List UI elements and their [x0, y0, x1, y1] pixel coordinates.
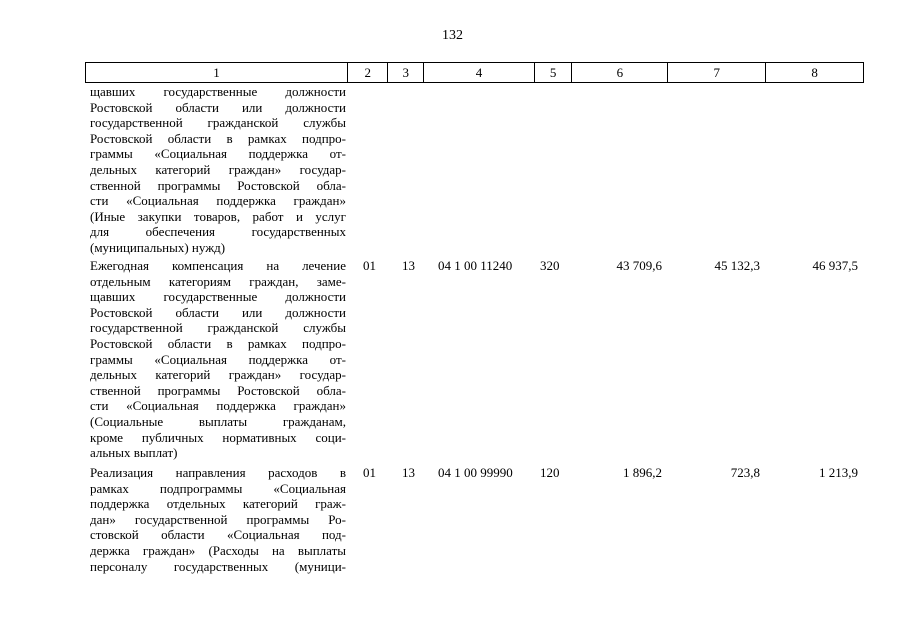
table-header	[85, 62, 864, 83]
desc-line: рамках подпрограммы «Социальная	[90, 480, 346, 496]
desc-line: для обеспечения государственных	[90, 224, 346, 240]
cell-razdel: 01	[363, 465, 376, 480]
desc-line: государственной гражданской службы	[90, 320, 346, 336]
desc-line: альных выплат)	[90, 445, 178, 461]
row-description	[90, 84, 346, 256]
row-description	[90, 465, 346, 574]
cell-podrazdel: 13	[402, 258, 415, 273]
cell-expense-type: 320	[540, 258, 560, 273]
page-number: 132	[442, 28, 463, 43]
column-header-5: 5	[534, 63, 572, 82]
desc-line: граммы «Социальная поддержка от-	[90, 146, 346, 162]
desc-line: дельных категорий граждан» государ-	[90, 161, 346, 177]
cell-year-3-amount: 1 213,9	[819, 465, 858, 480]
desc-line: Ростовской области или должности	[90, 99, 346, 115]
column-header-4: 4	[423, 63, 534, 82]
cell-podrazdel: 13	[402, 465, 415, 480]
cell-year-1-amount: 1 896,2	[623, 465, 662, 480]
desc-line: Ежегодная компенсация на лечение	[90, 258, 346, 273]
desc-line: Ростовской области в рамках подпро-	[90, 130, 346, 146]
desc-line: Ростовской области или должности	[90, 304, 346, 320]
desc-line: дан» государственной программы Ро-	[90, 511, 346, 527]
cell-year-3-amount: 46 937,5	[812, 258, 858, 273]
desc-line: сти «Социальная поддержка граждан»	[90, 398, 346, 414]
desc-line: дельных категорий граждан» государ-	[90, 367, 346, 383]
column-header-7: 7	[667, 63, 765, 82]
desc-line: государственной гражданской службы	[90, 115, 346, 131]
desc-line: стовской области «Социальная под-	[90, 527, 346, 543]
desc-line: (муниципальных) нужд)	[90, 239, 226, 255]
desc-line: Реализация направления расходов в	[90, 465, 346, 480]
cell-target-article: 04 1 00 11240	[438, 258, 513, 273]
column-header-6: 6	[571, 63, 667, 82]
column-header-8: 8	[765, 63, 863, 82]
column-header-1: 1	[213, 65, 220, 80]
desc-line: ственной программы Ростовской обла-	[90, 177, 346, 193]
cell-razdel: 01	[363, 258, 376, 273]
desc-line: щавших государственные должности	[90, 289, 346, 305]
column-header-3: 3	[387, 63, 423, 82]
cell-year-2-amount: 45 132,3	[714, 258, 760, 273]
desc-line: граммы «Социальная поддержка от-	[90, 351, 346, 367]
desc-line: поддержка отдельных категорий граж-	[90, 496, 346, 512]
desc-line: сти «Социальная поддержка граждан»	[90, 193, 346, 209]
cell-year-2-amount: 723,8	[730, 465, 760, 480]
desc-line: ственной программы Ростовской обла-	[90, 382, 346, 398]
row-description	[90, 258, 346, 461]
desc-line: отдельным категориям граждан, заме-	[90, 273, 346, 289]
desc-line: Ростовской области в рамках подпро-	[90, 335, 346, 351]
desc-line: держка граждан» (Расходы на выплаты	[90, 542, 346, 558]
column-header-2: 2	[347, 63, 388, 82]
cell-expense-type: 120	[540, 465, 560, 480]
desc-line: щавших государственные должности	[90, 84, 346, 99]
desc-line: кроме публичных нормативных соци-	[90, 429, 346, 445]
desc-line: (Иные закупки товаров, работ и услуг	[90, 208, 346, 224]
desc-line: (Социальные выплаты гражданам,	[90, 413, 346, 429]
cell-target-article: 04 1 00 99990	[438, 465, 513, 480]
cell-year-1-amount: 43 709,6	[616, 258, 662, 273]
desc-line: персоналу государственных (муници-	[90, 558, 346, 574]
